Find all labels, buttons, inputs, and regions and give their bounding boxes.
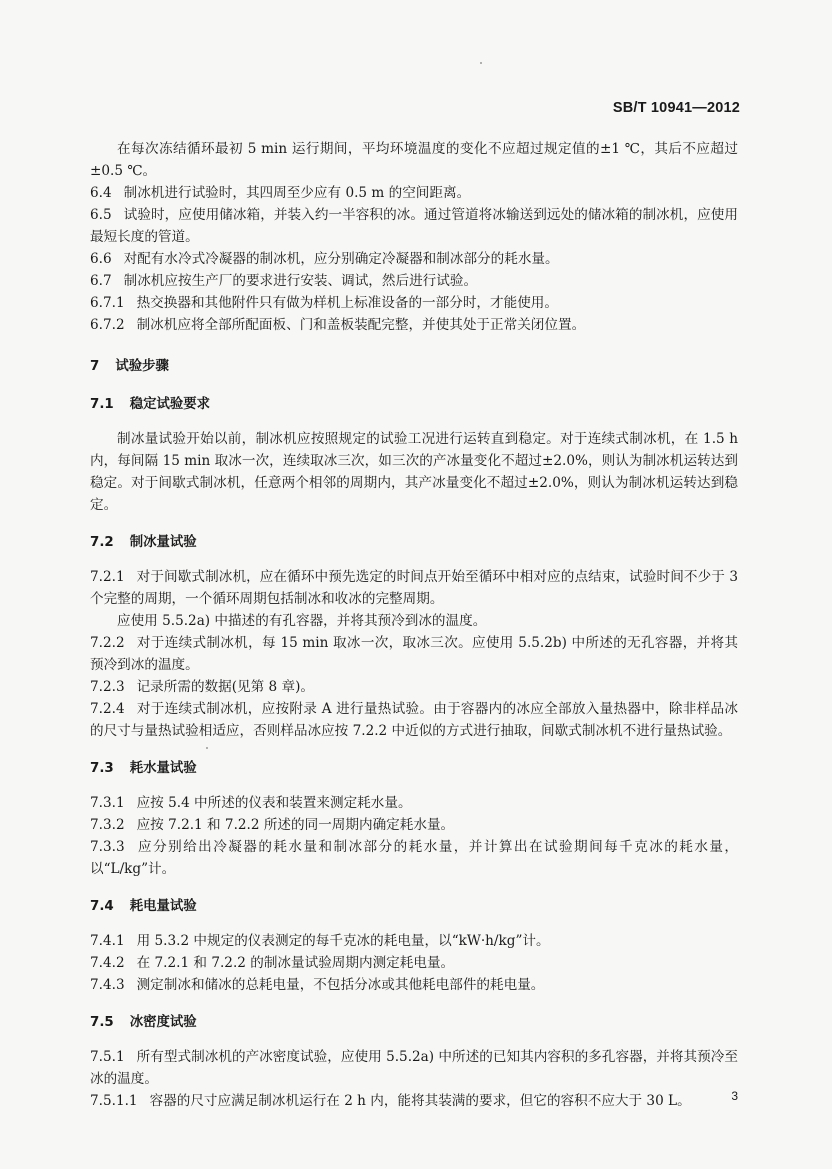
clause-7-2-3: 7.2.3 记录所需的数据(见第 8 章)。 (90, 679, 315, 695)
heading-7-5: 7.5 冰密度试验 (90, 1015, 197, 1030)
document-body (90, 138, 738, 1112)
clause-number: 6.5 (90, 207, 112, 223)
clause-7-3-2: 7.3.2 应按 7.2.1 和 7.2.2 所述的同一周期内确定耗水量。 (90, 817, 455, 833)
heading-7-2: 7.2 制冰量试验 (90, 535, 197, 550)
clause-7-4-2: 7.4.2 在 7.2.1 和 7.2.2 的制冰量试验周期内测定耗电量。 (90, 955, 455, 971)
clause-7-2-2: 7.2.2 对于连续式制冰机，每 15 min 取冰一次，取冰三次。应使用 5.5.2b) 中所述的无孔容器，并将其预冷到冰的温度。 (90, 635, 738, 673)
clause-7-1-text: 制冰量试验开始以前，制冰机应按照规定的试验工况进行运转直到稳定。对于连续式制冰机，在 1.5 h 内，每间隔 15 min 取冰一次，连续取冰三次，如三次的产冰量变化不超过±2.0%，则认为制冰机运转达到稳定。对于间歇式制冰机，任意两个相邻的周期内，其产冰量变化不超过±2.0%，则认为制冰机运转达到稳定。 (90, 431, 738, 513)
clause-number: 6.7.1 (90, 295, 125, 311)
standard-code: SB/T 10941—2012 (612, 100, 740, 116)
clause-7-2-1-note: 应使用 5.5.2a) 中描述的有孔容器，并将其预冷到冰的温度。 (117, 613, 487, 629)
heading-7-1: 7.1 稳定试验要求 (90, 397, 211, 412)
heading-7-4: 7.4 耗电量试验 (90, 899, 197, 914)
clause-number: 7.4.1 (90, 933, 125, 949)
clause-number: 6.6 (90, 251, 112, 267)
page-number: 3 (731, 1089, 738, 1103)
clause-6-3-continued: 在每次冻结循环最初 5 min 运行期间，平均环境温度的变化不应超过规定值的±1 ℃，其后不应超过±0.5 ℃。 (90, 141, 738, 179)
clause-number: 6.4 (90, 185, 112, 201)
clause-6-5: 6.5 试验时，应使用储冰箱，并装入约一半容积的冰。通过管道将冰输送到远处的储冰箱的制冰机，应使用最短长度的管道。 (90, 207, 738, 245)
section-7-heading: 7 试验步骤 (90, 359, 169, 374)
clause-7-3-1: 7.3.1 应按 5.4 中所述的仪表和装置来测定耗水量。 (90, 795, 412, 811)
clause-number: 7.2.1 (90, 569, 125, 585)
clause-number: 6.7 (90, 273, 112, 289)
clause-7-2-1: 7.2.1 对于间歇式制冰机，应在循环中预先选定的时间点开始至循环中相对应的点结束，试验时间不少于 3 个完整的周期，一个循环周期包括制冰和收冰的完整周期。 (90, 569, 738, 607)
clause-6-6: 6.6 对配有水冷式冷凝器的制冰机，应分别确定冷凝器和制冰部分的耗水量。 (90, 251, 559, 267)
clause-number: 7.5.1 (90, 1049, 125, 1065)
clause-6-7-2: 6.7.2 制冰机应将全部所配面板、门和盖板装配完整，并使其处于正常关闭位置。 (90, 317, 586, 333)
clause-number: 7.2.3 (90, 679, 125, 695)
clause-6-4: 6.4 制冰机进行试验时，其四周至少应有 0.5 m 的空间距离。 (90, 185, 471, 201)
clause-7-4-1: 7.4.1 用 5.3.2 中规定的仪表测定的每千克冰的耗电量，以“kW·h/kg”计。 (90, 933, 550, 949)
clause-number: 7.2.2 (90, 635, 125, 651)
clause-number: 6.7.2 (90, 317, 125, 333)
clause-7-4-3: 7.4.3 测定制冰和储冰的总耗电量，不包括分冰或其他耗电部件的耗电量。 (90, 977, 545, 993)
clause-6-7-1: 6.7.1 热交换器和其他附件只有做为样机上标准设备的一部分时，才能使用。 (90, 295, 558, 311)
clause-number: 7.3.1 (90, 795, 125, 811)
heading-7-3: 7.3 耗水量试验 (90, 761, 197, 776)
clause-number: 7.3.2 (90, 817, 125, 833)
clause-number: 7.5.1.1 (90, 1093, 138, 1109)
clause-7-5-1: 7.5.1 所有型式制冰机的产冰密度试验，应使用 5.5.2a) 中所述的已知其内容积的多孔容器，并将其预冷至冰的温度。 (90, 1049, 738, 1087)
clause-6-7: 6.7 制冰机应按生产厂的要求进行安装、调试，然后进行试验。 (90, 273, 478, 289)
clause-number: 7.4.2 (90, 955, 125, 971)
scan-speck (480, 62, 482, 64)
clause-7-3-3: 7.3.3 应分别给出冷凝器的耗水量和制冰部分的耗水量，并计算出在试验期间每千克冰的耗水量，以“L/kg”计。 (90, 839, 738, 877)
clause-number: 7.2.4 (90, 701, 125, 717)
clause-number: 7.4.3 (90, 977, 125, 993)
clause-7-5-1-1: 7.5.1.1 容器的尺寸应满足制冰机运行在 2 h 内，能将其装满的要求，但它的容积不应大于 30 L。 (90, 1093, 691, 1109)
clause-number: 7.3.3 (90, 839, 125, 855)
clause-7-2-4: 7.2.4 对于连续式制冰机，应按附录 A 进行量热试验。由于容器内的冰应全部放入量热器中，除非样品冰的尺寸与量热试验相适应，否则样品冰应按 7.2.2 中近似的方式进行抽取，间歇式制冰机不进行量热试验。 (90, 701, 738, 739)
